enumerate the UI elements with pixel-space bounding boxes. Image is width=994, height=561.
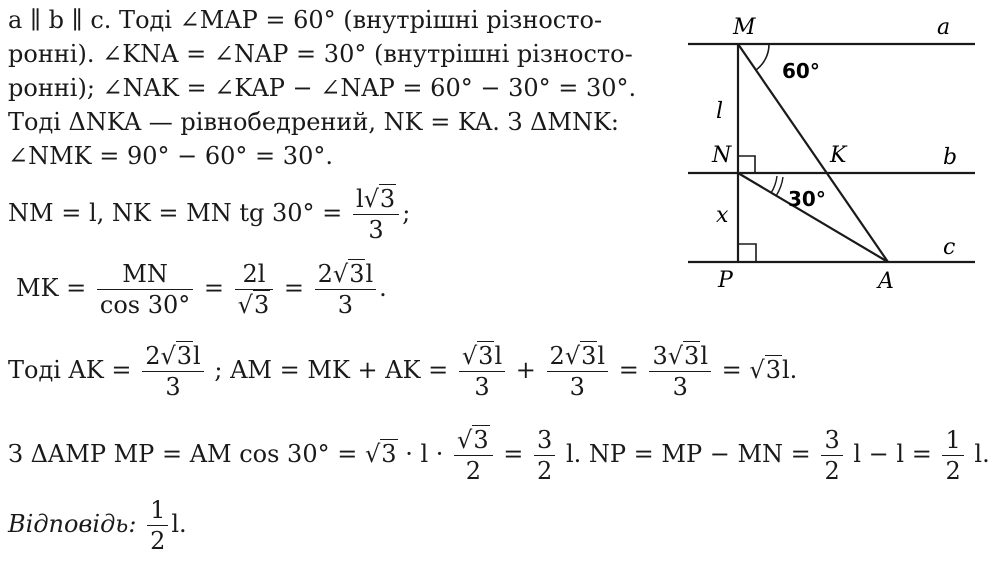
eq4-after: l. NP = MP − MN = <box>565 440 811 468</box>
eq3-equals: = <box>618 356 639 384</box>
eq3-frac3: $\frac{2√3l}{3}$ <box>547 344 609 399</box>
label-l: l <box>716 99 724 124</box>
eq1-num-l: l <box>355 185 364 213</box>
label-c: c <box>943 235 956 260</box>
eq4-end: l. <box>974 440 990 468</box>
text-line-2: ронні). ∠KNA = ∠NAP = 30° (внутрішні різносто- <box>8 40 633 68</box>
eq3-mid: ; AM = MK + AK = <box>214 356 449 384</box>
eq2-frac3: $\frac{2√3l}{3}$ <box>315 262 377 317</box>
arc-30-inner <box>771 176 777 193</box>
right-angle-n <box>738 156 755 173</box>
eq4-dot: · l · <box>405 440 444 468</box>
answer-tail: l. <box>171 510 187 538</box>
eq1-den: 3 <box>368 216 384 244</box>
eq2-frac2: $\frac{2l}{√3}$ <box>235 262 274 317</box>
eq3-plus: + <box>515 356 536 384</box>
eq2-equals-2: = <box>283 274 304 302</box>
angle-30-label: 30° <box>788 187 826 211</box>
label-n: N <box>712 143 732 168</box>
text-line-4: Тоді ΔNKA — рівнобедрений, NK = KA. З ΔMNK: <box>8 108 620 136</box>
eq4-sqrt: √3 <box>364 440 397 468</box>
eq4-lead: З ΔAMP MP = AM cos 30° = <box>8 440 358 468</box>
label-p: P <box>718 268 733 293</box>
label-b: b <box>943 145 958 170</box>
label-a-point: A <box>878 269 894 294</box>
eq3-frac4: $\frac{3√3l}{3}$ <box>649 344 711 399</box>
eq2-equals: = <box>203 274 225 302</box>
eq2-tail: . <box>379 274 387 302</box>
arc-60 <box>756 44 769 70</box>
text-line-1: a ∥ b ∥ c. Тоді ∠MAP = 60° (внутрішні різносто- <box>8 6 603 34</box>
eq4-equals: = <box>503 440 524 468</box>
eq3-frac2: $\frac{√3l}{3}$ <box>459 344 505 399</box>
eq3-lead: Тоді AK = <box>8 356 132 384</box>
sqrt-sign: √3 <box>363 185 396 213</box>
eq4-frac4: $\frac{1}{2}$ <box>942 428 963 483</box>
label-x: x <box>716 203 729 228</box>
eq4-frac1: $\frac{√3}{2}$ <box>454 428 493 483</box>
answer-fraction: $\frac{1}{2}$ <box>147 498 168 553</box>
answer-label: Відповідь: <box>8 510 137 538</box>
eq1-tail: ; <box>402 199 411 227</box>
eq3-frac1: $\frac{2√3l}{3}$ <box>142 344 204 399</box>
text-line-5: ∠NMK = 90° − 60° = 30°. <box>8 142 333 170</box>
label-a: a <box>937 15 951 40</box>
label-k: K <box>830 143 847 168</box>
eq1-lhs: NM = l, NK = MN tg 30° = <box>8 199 343 227</box>
eq4-frac2: $\frac{3}{2}$ <box>534 428 555 483</box>
eq3-result-tail: l. <box>781 356 798 384</box>
eq3-equals-2: = <box>721 356 742 384</box>
angle-60-label: 60° <box>782 59 820 83</box>
eq3-result-sqrt: √3 <box>749 356 781 384</box>
text-line-3: ронні); ∠NAK = ∠KAP − ∠NAP = 60° − 30° = 30°. <box>8 74 637 102</box>
eq2-frac1: $\frac{MN}{\cos 30^\circ}$ <box>97 262 193 317</box>
right-angle-p <box>738 244 756 262</box>
eq4-frac3: $\frac{3}{2}$ <box>821 428 842 483</box>
eq4-mid: l − l = <box>853 440 932 468</box>
eq2-lhs: MK = <box>16 274 87 302</box>
label-m: M <box>733 15 756 40</box>
